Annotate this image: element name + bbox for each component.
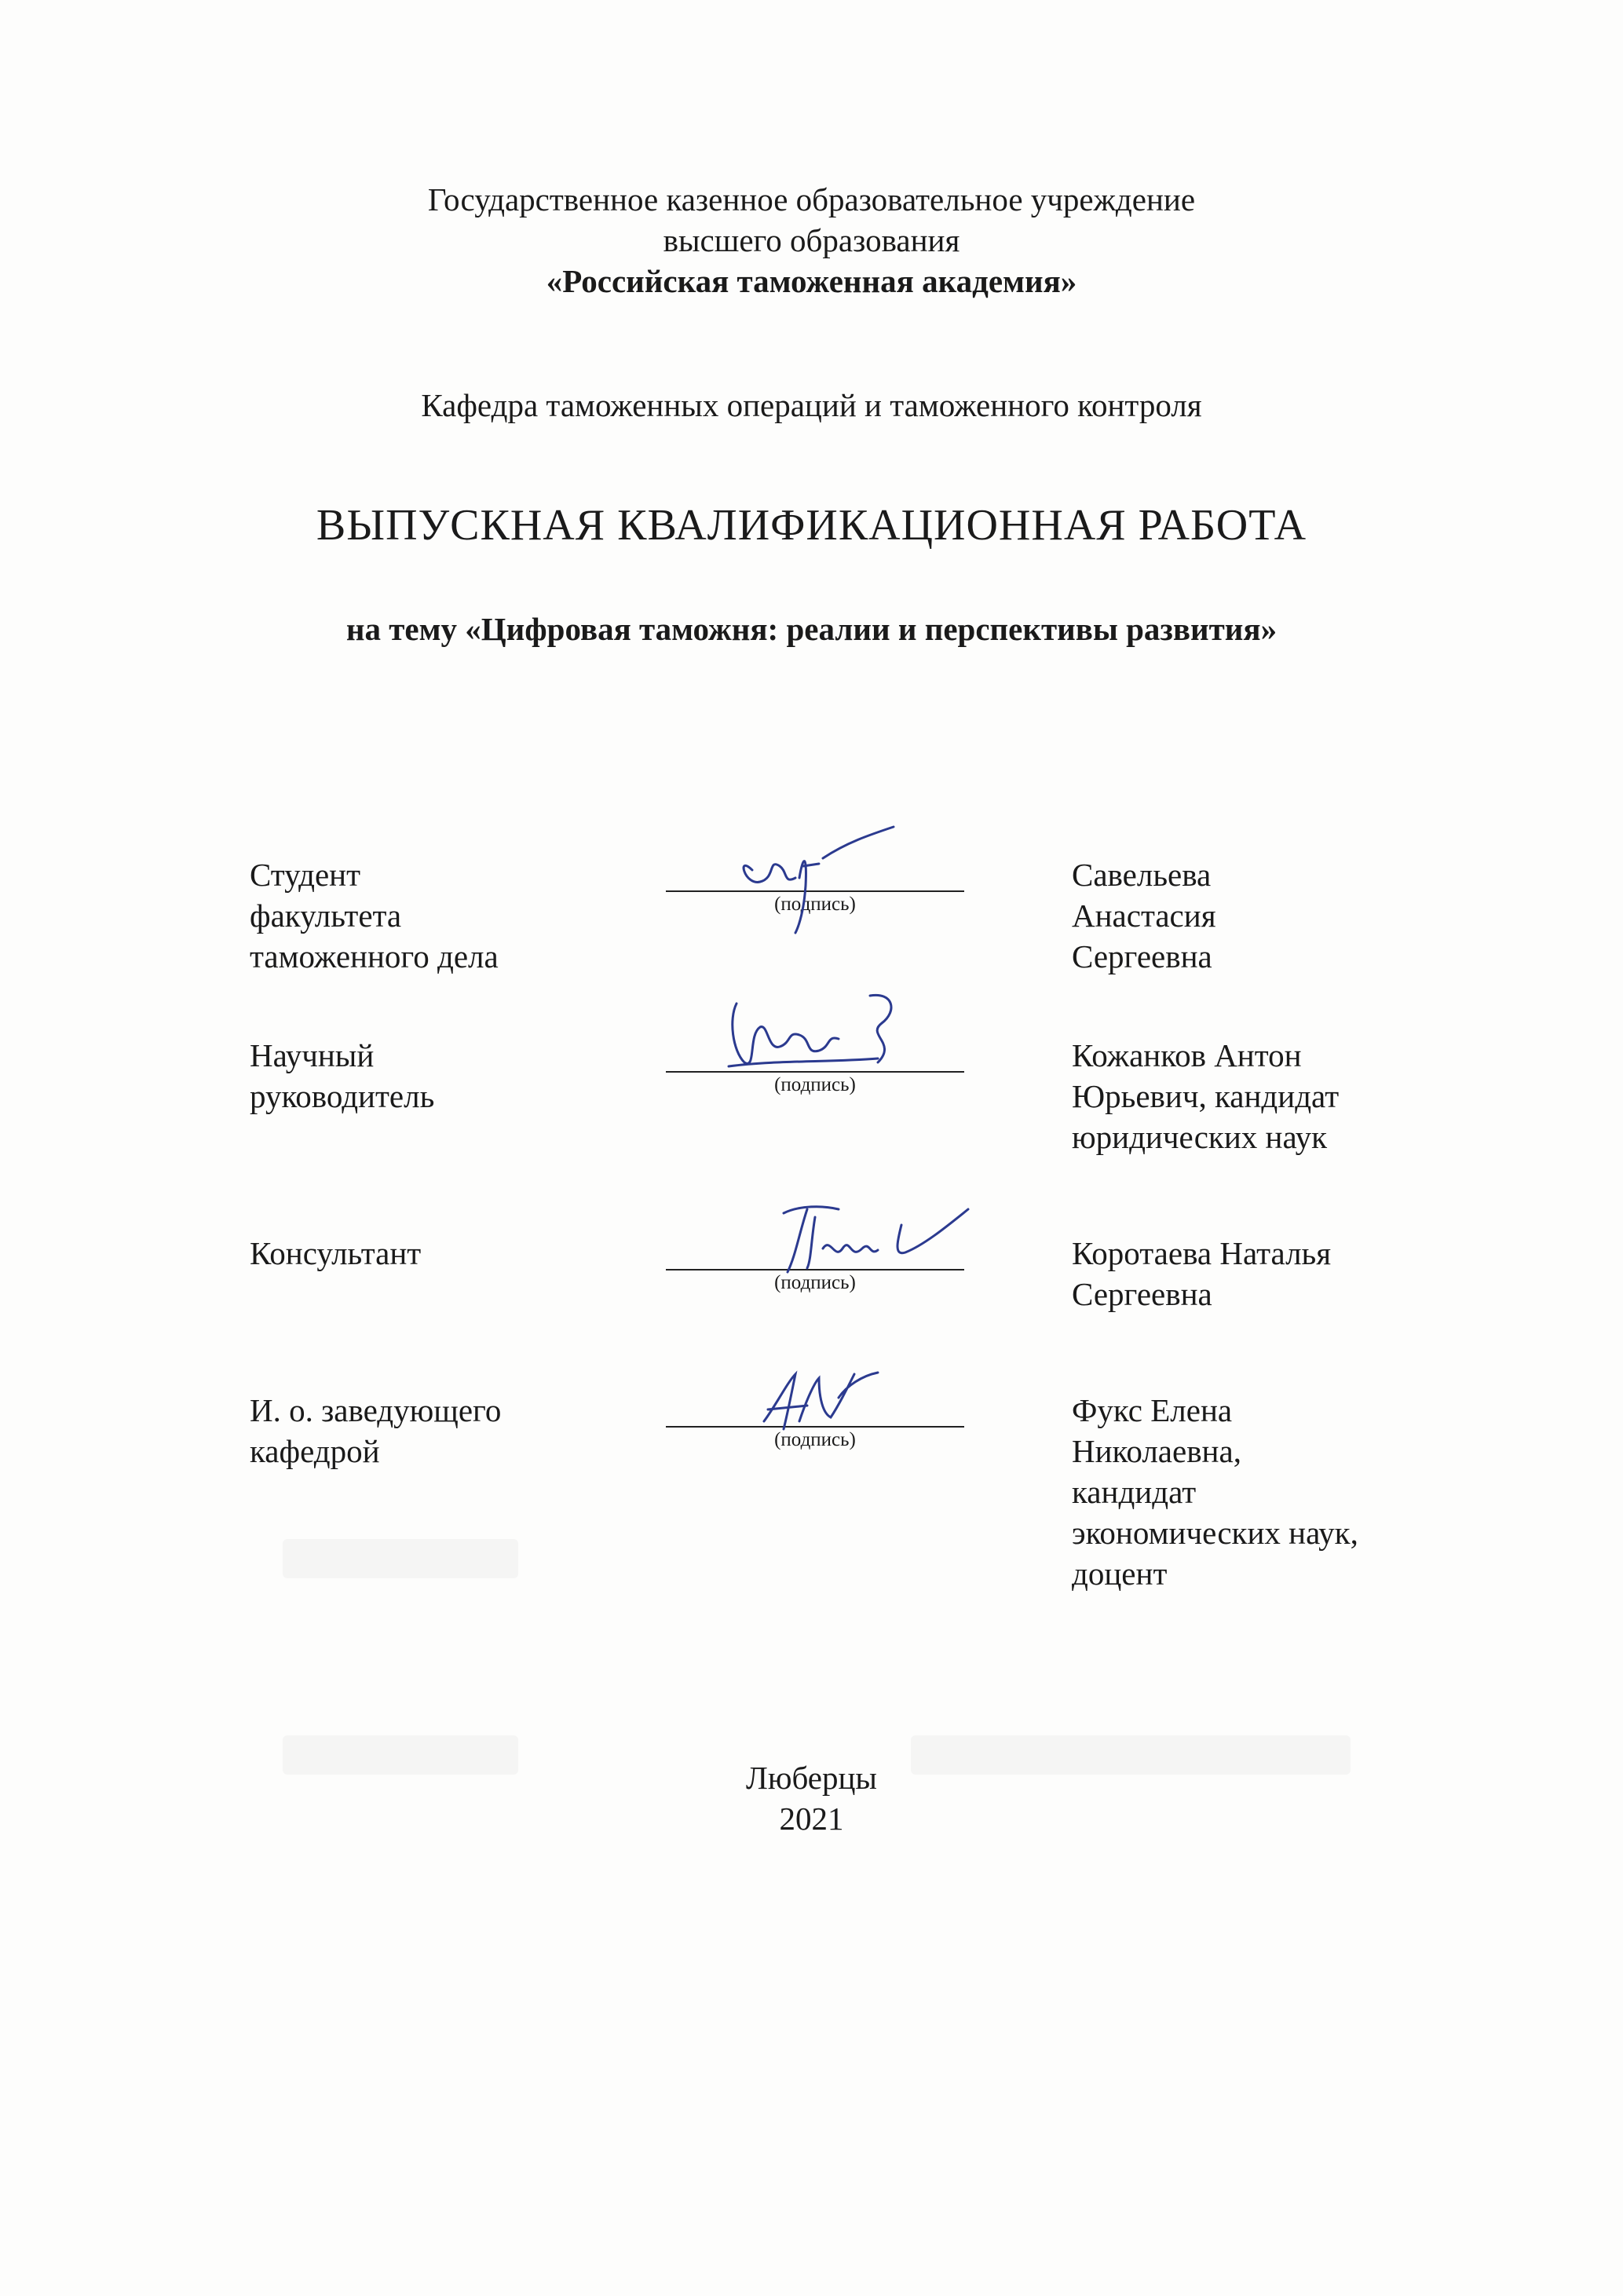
handwritten-signature bbox=[721, 823, 909, 941]
role-line: факультета bbox=[250, 898, 402, 934]
handwritten-signature bbox=[752, 1366, 894, 1437]
signature-role bbox=[250, 1035, 611, 1117]
signature-field bbox=[666, 854, 964, 949]
person-line: Савельева bbox=[1072, 857, 1212, 893]
signature-field bbox=[666, 1233, 964, 1327]
handwritten-signature bbox=[752, 1194, 972, 1280]
person-line: кандидат bbox=[1072, 1474, 1197, 1510]
person-line: юридических наук bbox=[1072, 1119, 1327, 1155]
role-line: Консультант bbox=[250, 1235, 422, 1271]
scan-artifact bbox=[283, 1539, 518, 1578]
signatory-name bbox=[1072, 1035, 1449, 1157]
person-line: Юрьевич, кандидат bbox=[1072, 1078, 1340, 1114]
institution-header bbox=[0, 179, 1623, 302]
person-line: экономических наук, bbox=[1072, 1515, 1358, 1551]
handwritten-signature bbox=[713, 988, 917, 1082]
signature-field bbox=[666, 1390, 964, 1484]
department-name: Кафедра таможенных операций и таможенного контроля bbox=[421, 387, 1202, 423]
signatory-name bbox=[1072, 854, 1449, 977]
city: Люберцы bbox=[746, 1760, 877, 1796]
signature-caption: (подпись) bbox=[774, 894, 856, 915]
signature-role bbox=[250, 854, 611, 977]
role-line: И. о. заведующего bbox=[250, 1392, 502, 1428]
institution-line-2: высшего образования bbox=[663, 222, 960, 258]
thesis-topic: на тему «Цифровая таможня: реалии и перспективы развития» bbox=[345, 611, 1278, 647]
person-line: Коротаева Наталья bbox=[1072, 1235, 1332, 1271]
signature-field bbox=[666, 1035, 964, 1129]
signatory-name bbox=[1072, 1390, 1449, 1594]
signature-caption: (подпись) bbox=[774, 1272, 856, 1293]
institution-name: «Российская таможенная академия» bbox=[546, 263, 1077, 299]
role-line: Научный bbox=[250, 1037, 375, 1073]
signature-caption: (подпись) bbox=[774, 1074, 856, 1095]
person-line: Фукс Елена bbox=[1072, 1392, 1233, 1428]
person-line: Сергеевна bbox=[1072, 938, 1212, 974]
institution-line-1: Государственное казенное образовательное учреждение bbox=[427, 181, 1196, 218]
role-line: кафедрой bbox=[250, 1433, 380, 1469]
signature-role bbox=[250, 1390, 611, 1472]
person-line: Сергеевна bbox=[1072, 1276, 1212, 1312]
person-line: Анастасия bbox=[1072, 898, 1216, 934]
role-line: руководитель bbox=[250, 1078, 435, 1114]
person-line: Николаевна, bbox=[1072, 1433, 1241, 1469]
role-line: Студент bbox=[250, 857, 361, 893]
signature-caption: (подпись) bbox=[774, 1429, 856, 1450]
role-line: таможенного дела bbox=[250, 938, 499, 974]
year: 2021 bbox=[779, 1801, 844, 1837]
signature-role bbox=[250, 1233, 611, 1274]
person-line: доцент bbox=[1072, 1556, 1168, 1592]
work-type-title: ВЫПУСКНАЯ КВАЛИФИКАЦИОННАЯ РАБОТА bbox=[316, 501, 1307, 550]
person-line: Кожанков Антон bbox=[1072, 1037, 1302, 1073]
signatory-name bbox=[1072, 1233, 1449, 1314]
